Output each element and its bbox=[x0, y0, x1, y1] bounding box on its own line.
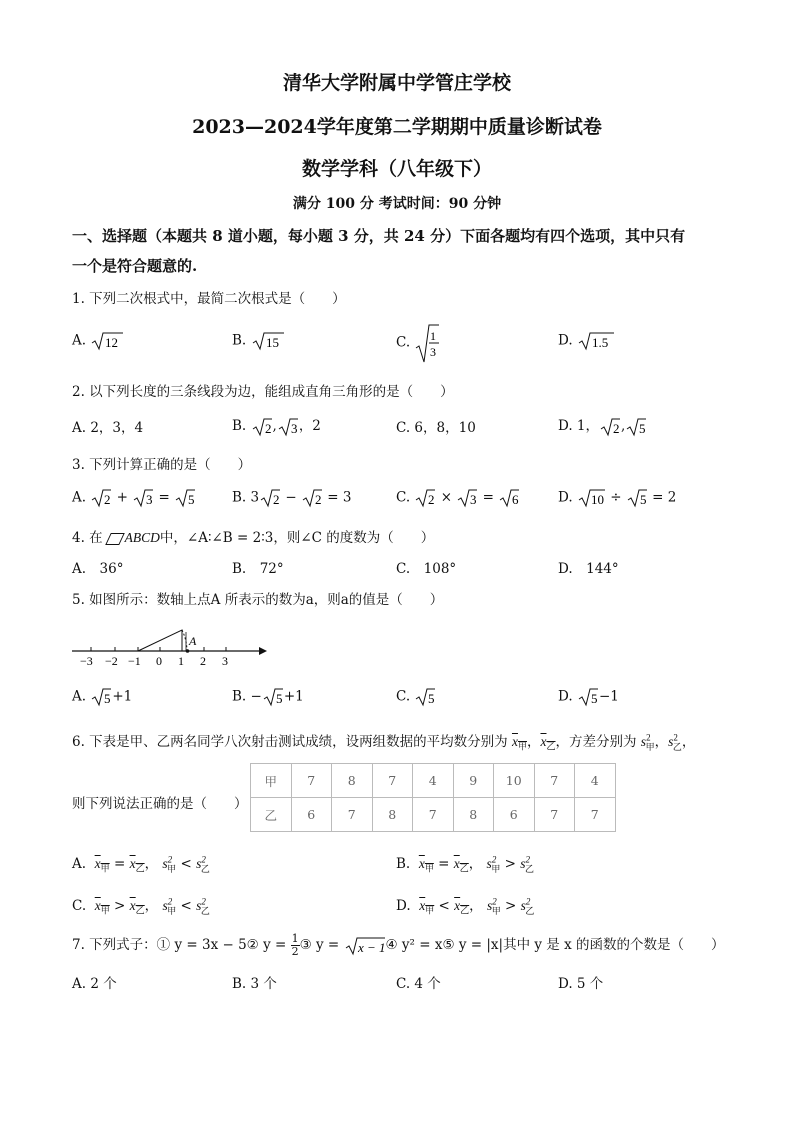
question-6-stem: 6. 下表是甲、乙两名同学八次射击测试成绩，设两组数据的平均数分别为 $x_甲$，$x_乙$，方差分别为 $s^2_甲$，$s^2_乙$， bbox=[72, 732, 696, 752]
q3-a-radical-1 bbox=[90, 487, 112, 509]
table-cell: 4 bbox=[575, 764, 616, 798]
q3-option-d: D. 10 ÷ 5 = 2 bbox=[558, 487, 676, 509]
svg-text:2: 2 bbox=[613, 420, 620, 436]
q3-a-radical-3 bbox=[174, 487, 196, 509]
q6-option-b: B. $x_甲 = x_乙$， $s^2_甲 > s^2_乙$ bbox=[396, 854, 535, 874]
table-cell: 7 bbox=[372, 764, 413, 798]
question-4-stem: 4. 在 ABCD中，∠A∶∠B = 2∶3，则∠C 的度数为（ ） bbox=[72, 530, 435, 546]
table-cell: 7 bbox=[413, 798, 454, 832]
q2-b-radical-1 bbox=[251, 416, 273, 438]
q1-c-denominator: 3 bbox=[430, 345, 437, 359]
parallelogram-icon bbox=[105, 533, 125, 545]
svg-text:2: 2 bbox=[273, 492, 280, 507]
svg-text:3: 3 bbox=[290, 420, 298, 436]
score-table bbox=[250, 763, 616, 832]
q1-c-radical bbox=[414, 322, 440, 364]
tick-label: 1 bbox=[178, 654, 184, 668]
q7-option-c: C. 4 个 bbox=[396, 976, 441, 992]
q7-option-b: B. 3 个 bbox=[232, 976, 277, 992]
q4-option-a: A. 36° bbox=[72, 561, 124, 577]
q3-b-radical-2 bbox=[301, 487, 323, 509]
svg-text:5: 5 bbox=[275, 691, 283, 706]
q3-b-radical-1 bbox=[259, 487, 281, 509]
q4-option-b: B. 72° bbox=[232, 561, 284, 577]
q1-a-radical bbox=[90, 330, 124, 352]
q5-b-radical bbox=[262, 686, 284, 708]
table-cell: 7 bbox=[534, 764, 575, 798]
section-heading: 一、选择题（本题共 8 道小题，每小题 3 分，共 24 分）下面各题均有四个选项，其中只有 bbox=[72, 227, 686, 245]
table-cell: 10 bbox=[494, 764, 535, 798]
q1-b-radical bbox=[251, 330, 285, 352]
q7-radical bbox=[344, 935, 386, 957]
svg-text:5: 5 bbox=[188, 492, 195, 507]
svg-text:5: 5 bbox=[428, 691, 435, 706]
table-cell: 4 bbox=[413, 764, 454, 798]
q7-option-d: D. 5 个 bbox=[558, 976, 604, 992]
q2-option-a: A. 2，3，4 bbox=[72, 420, 144, 436]
exam-title: 2023—2024学年度第二学期期中质量诊断试卷 bbox=[192, 116, 602, 138]
question-3-stem: 3. 下列计算正确的是（ ） bbox=[72, 457, 252, 473]
question-5-stem: 5. 如图所示：数轴上点A 所表示的数为a，则a的值是（ ） bbox=[72, 592, 444, 608]
variance-jia: $s^2_甲$ bbox=[640, 732, 655, 752]
tick-label: 2 bbox=[200, 654, 206, 668]
q3-d-radical-2 bbox=[626, 487, 648, 509]
svg-text:5: 5 bbox=[639, 492, 647, 507]
q5-option-b: B. − 5 +1 bbox=[232, 686, 304, 708]
point-a bbox=[186, 649, 190, 653]
table-cell: 7 bbox=[291, 764, 332, 798]
table-cell: 9 bbox=[453, 764, 494, 798]
q5-d-radical bbox=[577, 686, 599, 708]
table-cell: 7 bbox=[332, 798, 373, 832]
table-cell: 6 bbox=[291, 798, 332, 832]
arrow-icon bbox=[259, 647, 267, 655]
fraction-half: $\frac{1}{2}$ bbox=[291, 932, 299, 958]
q1-d-radicand: 1.5 bbox=[591, 335, 609, 350]
q4-option-d: D. 144° bbox=[558, 561, 619, 577]
svg-text:2: 2 bbox=[264, 420, 272, 436]
q3-a-radical-2 bbox=[132, 487, 154, 509]
table-cell: 8 bbox=[332, 764, 373, 798]
q2-option-c: C. 6，8，10 bbox=[396, 420, 476, 436]
q6-option-a: A. $x_甲 = x_乙$， $s^2_甲 < s^2_乙$ bbox=[72, 854, 210, 874]
q5-option-a: A. 5 +1 bbox=[72, 686, 132, 708]
point-a-label: A bbox=[189, 634, 197, 648]
q6-option-d: D. $x_甲 < x_乙$， $s^2_甲 > s^2_乙$ bbox=[396, 896, 535, 916]
variance-yi: $s^2_乙$ bbox=[668, 732, 682, 752]
svg-text:2: 2 bbox=[428, 492, 435, 507]
q1-option-a: A. 12 bbox=[72, 330, 124, 352]
svg-text:3: 3 bbox=[146, 492, 153, 507]
q2-d-radical-2 bbox=[625, 416, 647, 438]
q1-d-radical bbox=[577, 330, 615, 352]
svg-text:5: 5 bbox=[590, 691, 598, 706]
q5-option-d: D. 5 −1 bbox=[558, 686, 619, 708]
table-cell: 8 bbox=[372, 798, 413, 832]
q3-option-a: A. 2 + 3 = 5 bbox=[72, 487, 196, 509]
number-line-figure bbox=[70, 618, 270, 670]
table-cell: 7 bbox=[575, 798, 616, 832]
q6-option-c: C. $x_甲 > x_乙$， $s^2_甲 < s^2_乙$ bbox=[72, 896, 210, 916]
svg-text:x − 1: x − 1 bbox=[357, 939, 386, 955]
table-cell: 乙 bbox=[251, 798, 292, 832]
tick-label: 3 bbox=[222, 654, 228, 668]
school-title: 清华大学附属中学管庄学校 bbox=[282, 72, 511, 94]
svg-text:10: 10 bbox=[590, 492, 604, 507]
question-6-stem-cont: 则下列说法正确的是（ ） bbox=[72, 796, 248, 812]
q4-option-c: C. 108° bbox=[396, 561, 457, 577]
table-cell: 7 bbox=[534, 798, 575, 832]
question-2-stem: 2. 以下列长度的三条线段为边，能组成直角三角形的是（ ） bbox=[72, 384, 454, 400]
q1-option-d: D. 1.5 bbox=[558, 330, 615, 352]
q3-d-radical-1 bbox=[577, 487, 606, 509]
table-cell: 8 bbox=[453, 798, 494, 832]
tick-label: −1 bbox=[128, 654, 141, 668]
svg-text:5: 5 bbox=[639, 420, 646, 436]
q3-c-radical-1 bbox=[414, 487, 436, 509]
table-cell: 甲 bbox=[251, 764, 292, 798]
svg-text:6: 6 bbox=[512, 492, 519, 507]
q1-option-b: B. 15 bbox=[232, 330, 285, 352]
tick-label: −3 bbox=[80, 654, 93, 668]
subject-title: 数学学科（八年级下） bbox=[301, 158, 492, 180]
q2-d-radical-1 bbox=[599, 416, 621, 438]
table-row-yi bbox=[251, 798, 616, 832]
question-7-stem: 7. 下列式子：① y = 3x − 5② y = $\frac{1}{2}$ ③ y = x − 1 ④ y² = x⑤ y = |x|其中 y 是 x 的函数的个数是（ ） bbox=[72, 932, 725, 958]
tick-label: 0 bbox=[156, 654, 162, 668]
section-heading-cont: 一个是符合题意的. bbox=[72, 257, 198, 275]
svg-text:5: 5 bbox=[104, 691, 111, 706]
svg-text:2: 2 bbox=[104, 492, 111, 507]
q3-option-b: B. 3 2 − 2 = 3 bbox=[232, 487, 352, 509]
q2-option-b: B. 2 , 3 ，2 bbox=[232, 414, 321, 438]
q1-c-numerator: 1 bbox=[430, 329, 437, 343]
svg-text:3: 3 bbox=[470, 492, 477, 507]
mean-jia: $x_甲$ bbox=[511, 734, 527, 752]
q1-option-c: C. 1 3 bbox=[396, 322, 440, 364]
q5-c-radical bbox=[414, 686, 436, 708]
q7-option-a: A. 2 个 bbox=[72, 976, 117, 992]
q5-a-radical bbox=[90, 686, 112, 708]
table-cell: 6 bbox=[494, 798, 535, 832]
table-row-jia bbox=[251, 764, 616, 798]
exam-info: 满分 100 分 考试时间：90 分钟 bbox=[292, 196, 502, 212]
q1-b-radicand: 15 bbox=[265, 335, 279, 350]
mean-yi: $x_乙$ bbox=[540, 734, 556, 752]
q3-option-c: C. 2 × 3 = 6 bbox=[396, 487, 520, 509]
q2-option-d: D. 1， 2 , 5 bbox=[558, 414, 647, 438]
question-1-stem: 1. 下列二次根式中，最简二次根式是（ ） bbox=[72, 291, 346, 307]
tick-label: −2 bbox=[105, 654, 118, 668]
svg-text:2: 2 bbox=[315, 492, 322, 507]
q2-b-radical-2 bbox=[277, 416, 299, 438]
q5-option-c: C. 5 bbox=[396, 686, 436, 708]
q1-a-radicand: 12 bbox=[105, 335, 119, 350]
q3-c-radical-3 bbox=[498, 487, 520, 509]
q3-c-radical-2 bbox=[456, 487, 478, 509]
